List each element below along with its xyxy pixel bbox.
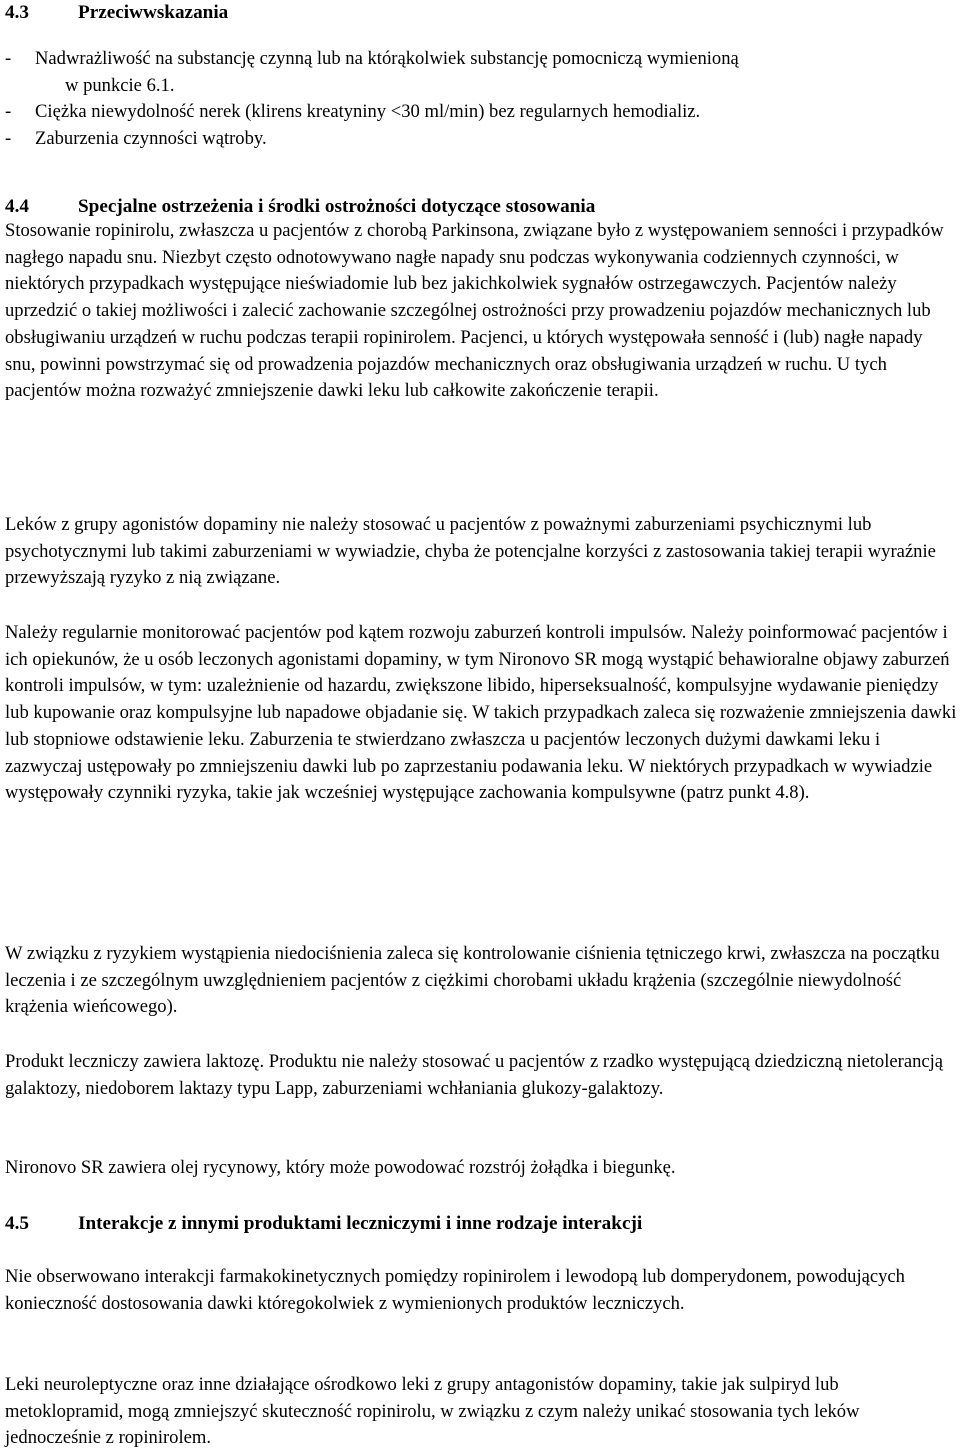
paragraph-castor-oil: Nironovo SR zawiera olej rycynowy, który może powodować rozstrój żołądka i biegunkę. bbox=[5, 1157, 676, 1178]
paragraph-hypotension: W związku z ryzykiem wystąpienia niedociśnienia zaleca się kontrolowanie ciśnienia tętniczego krwi, zwłaszcza na początku leczenia i ze szczególnym uwzględnieniem pacjentów z ciężkimi chorobami układu krążenia (szczególnie niewydolność krążenia wieńcowego). bbox=[5, 943, 940, 1018]
list-item-continuation: w punkcie 6.1. bbox=[65, 74, 175, 96]
paragraph-neuroleptics: Leki neuroleptyczne oraz inne działające ośrodkowo leki z grupy antagonistów dopaminy, takie jak sulpiryd lub metoklopramid, mogą zmniejszyć skuteczność ropinirolu, w związku z czym należy unikać stosowania tych leków jednocześnie z ropinirolem. bbox=[5, 1374, 860, 1449]
section-4-5-heading bbox=[5, 1211, 642, 1237]
section-number: 4.4 bbox=[5, 196, 29, 217]
section-title: Interakcje z innymi produktami leczniczymi i inne rodzaje interakcji bbox=[78, 1213, 643, 1234]
section-4-3-heading bbox=[5, 0, 228, 26]
list-dash: - bbox=[5, 128, 12, 150]
list-item-text: Ciężka niewydolność nerek (klirens kreatyniny <30 ml/min) bez regularnych hemodializ. bbox=[35, 101, 701, 123]
paragraph-impulse-control: Należy regularnie monitorować pacjentów pod kątem rozwoju zaburzeń kontroli impulsów. Należy poinformować pacjentów i ich opiekunów, że u osób leczonych agonistami dopaminy, w tym Nironovo SR mogą wystąpić behawioralne objawy zaburzeń kontroli impulsów, w tym: uzależnienie od hazardu, zwiększone libido, hiperseksualność, kompulsyjne wydawanie pieniędzy lub kupowanie oraz kompulsyjne lub napadowe objadanie się. W takich przypadkach zaleca się rozważenie zmniejszenia dawki lub stopniowe odstawienie leku. Zaburzenia te stwierdzano zwłaszcza u pacjentów leczonych dużymi dawkami leku i zazwyczaj ustępowały po zmniejszeniu dawki lub po zaprzestaniu podawania leku. W niektórych przypadkach w wywiadzie występowały czynniki ryzyka, takie jak wcześniej występujące zachowania kompulsywne (patrz punkt 4.8). bbox=[5, 622, 957, 804]
list-dash: - bbox=[5, 101, 12, 123]
paragraph-lactose: Produkt leczniczy zawiera laktozę. Produktu nie należy stosować u pacjentów z rzadko występującą dziedziczną nietolerancją galaktozy, niedoborem laktazy typu Lapp, zaburzeniami wchłaniania glukozy-galaktozy. bbox=[5, 1051, 944, 1099]
section-number: 4.3 bbox=[5, 2, 29, 23]
paragraph-psychiatric: Leków z grupy agonistów dopaminy nie należy stosować u pacjentów z poważnymi zaburzeniami psychicznymi lub psychotycznymi lub takimi zaburzeniami w wywiadzie, chyba że potencjalne korzyści z zastosowania takiej terapii wyraźnie przewyższają ryzyko z nią związane. bbox=[5, 514, 936, 589]
list-dash: - bbox=[5, 48, 12, 69]
paragraph-sleep-warning: Stosowanie ropinirolu, zwłaszcza u pacjentów z chorobą Parkinsona, związane było z występowaniem senności i przypadków nagłego napadu snu. Niezbyt często odnotowywano nagłe napady snu podczas wykonywania codziennych czynności, w niektórych przypadkach występujące nieświadomie lub bez jakichkolwiek sygnałów ostrzegawczych. Pacjentów należy uprzedzić o takiej możliwości i zalecić zachowanie szczególnej ostrożności przy prowadzeniu pojazdów mechanicznych lub obsługiwaniu urządzeń w ruchu podczas terapii ropinirolem. Pacjenci, u których występowała senność i (lub) nagłe napady snu, powinni powstrzymać się od prowadzenia pojazdów mechanicznych oraz obsługiwania urządzeń w ruchu. U tych pacjentów można rozważyć zmniejszenie dawki leku lub całkowite zakończenie terapii. bbox=[5, 220, 944, 402]
section-number: 4.5 bbox=[5, 1213, 29, 1234]
section-title: Specjalne ostrzeżenia i środki ostrożności dotyczące stosowania bbox=[78, 196, 596, 217]
list-item bbox=[5, 126, 957, 153]
list-item-text: Nadwrażliwość na substancję czynną lub na którąkolwiek substancję pomocniczą wymienioną bbox=[35, 48, 739, 69]
paragraph-levodopa: Nie obserwowano interakcji farmakokinetycznych pomiędzy ropinirolem i lewodopą lub domperydonem, powodujących konieczność dostosowania dawki któregokolwiek z wymienionych produktów leczniczych. bbox=[5, 1266, 905, 1314]
list-item bbox=[5, 99, 957, 126]
section-4-4-heading bbox=[5, 194, 595, 220]
list-item bbox=[5, 46, 957, 99]
section-title: Przeciwwskazania bbox=[78, 2, 229, 23]
list-item-text: Zaburzenia czynności wątroby. bbox=[35, 128, 267, 150]
contraindications-list bbox=[5, 46, 957, 153]
